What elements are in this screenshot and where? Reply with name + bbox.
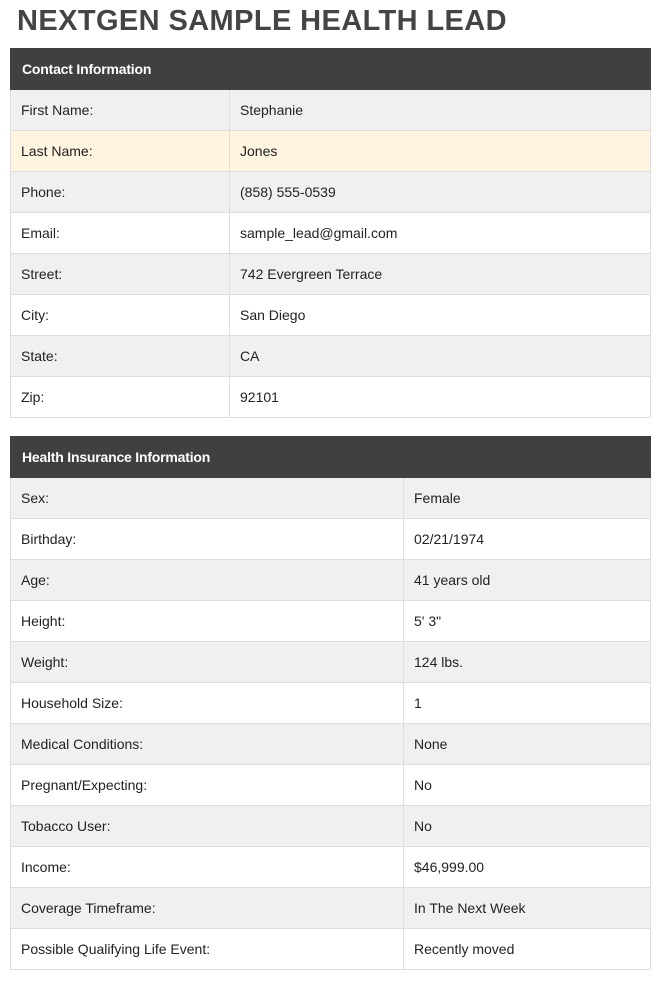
health-row-age <box>11 560 651 601</box>
field-label: Age: <box>11 560 404 601</box>
field-value: sample_lead@gmail.com <box>230 213 651 254</box>
field-label: Sex: <box>11 478 404 519</box>
contact-row-zip <box>11 377 651 418</box>
field-value: 02/21/1974 <box>404 519 651 560</box>
field-label: Weight: <box>11 642 404 683</box>
field-value: None <box>404 724 651 765</box>
page-title: NEXTGEN SAMPLE HEALTH LEAD <box>17 5 507 37</box>
field-value: Recently moved <box>404 929 651 970</box>
contact-row-last-name <box>11 131 651 172</box>
contact-row-state <box>11 336 651 377</box>
health-row-medical-conditions <box>11 724 651 765</box>
contact-information-table <box>10 48 651 418</box>
health-row-weight <box>11 642 651 683</box>
field-label: Zip: <box>11 377 230 418</box>
field-value: 41 years old <box>404 560 651 601</box>
contact-row-email <box>11 213 651 254</box>
health-header-row <box>11 437 651 478</box>
field-label: Income: <box>11 847 404 888</box>
health-row-coverage-timeframe <box>11 888 651 929</box>
field-value: Stephanie <box>230 90 651 131</box>
field-label: Birthday: <box>11 519 404 560</box>
health-insurance-information-table <box>10 436 651 970</box>
health-row-height <box>11 601 651 642</box>
health-row-birthday <box>11 519 651 560</box>
field-label: Email: <box>11 213 230 254</box>
field-label: Phone: <box>11 172 230 213</box>
health-row-qualifying-life-event <box>11 929 651 970</box>
field-label: Height: <box>11 601 404 642</box>
field-value: San Diego <box>230 295 651 336</box>
field-label: State: <box>11 336 230 377</box>
contact-row-first-name <box>11 90 651 131</box>
health-row-sex <box>11 478 651 519</box>
health-row-household-size <box>11 683 651 724</box>
contact-row-street <box>11 254 651 295</box>
field-label: Household Size: <box>11 683 404 724</box>
field-value: 5' 3" <box>404 601 651 642</box>
health-row-pregnant-expecting <box>11 765 651 806</box>
field-value: 124 lbs. <box>404 642 651 683</box>
health-row-income <box>11 847 651 888</box>
field-value: 742 Evergreen Terrace <box>230 254 651 295</box>
field-label: City: <box>11 295 230 336</box>
field-label: Coverage Timeframe: <box>11 888 404 929</box>
field-value: 1 <box>404 683 651 724</box>
field-label: Medical Conditions: <box>11 724 404 765</box>
field-label: Street: <box>11 254 230 295</box>
field-value: CA <box>230 336 651 377</box>
field-value: $46,999.00 <box>404 847 651 888</box>
field-value: No <box>404 806 651 847</box>
health-row-tobacco-user <box>11 806 651 847</box>
contact-section-header: Contact Information <box>11 49 651 90</box>
contact-row-phone <box>11 172 651 213</box>
field-value: Female <box>404 478 651 519</box>
contact-row-city <box>11 295 651 336</box>
contact-header-row <box>11 49 651 90</box>
field-label: Tobacco User: <box>11 806 404 847</box>
field-label: First Name: <box>11 90 230 131</box>
field-value: Jones <box>230 131 651 172</box>
field-label: Possible Qualifying Life Event: <box>11 929 404 970</box>
field-label: Pregnant/Expecting: <box>11 765 404 806</box>
field-value: (858) 555-0539 <box>230 172 651 213</box>
field-label: Last Name: <box>11 131 230 172</box>
field-value: 92101 <box>230 377 651 418</box>
health-section-header: Health Insurance Information <box>11 437 651 478</box>
field-value: In The Next Week <box>404 888 651 929</box>
field-value: No <box>404 765 651 806</box>
